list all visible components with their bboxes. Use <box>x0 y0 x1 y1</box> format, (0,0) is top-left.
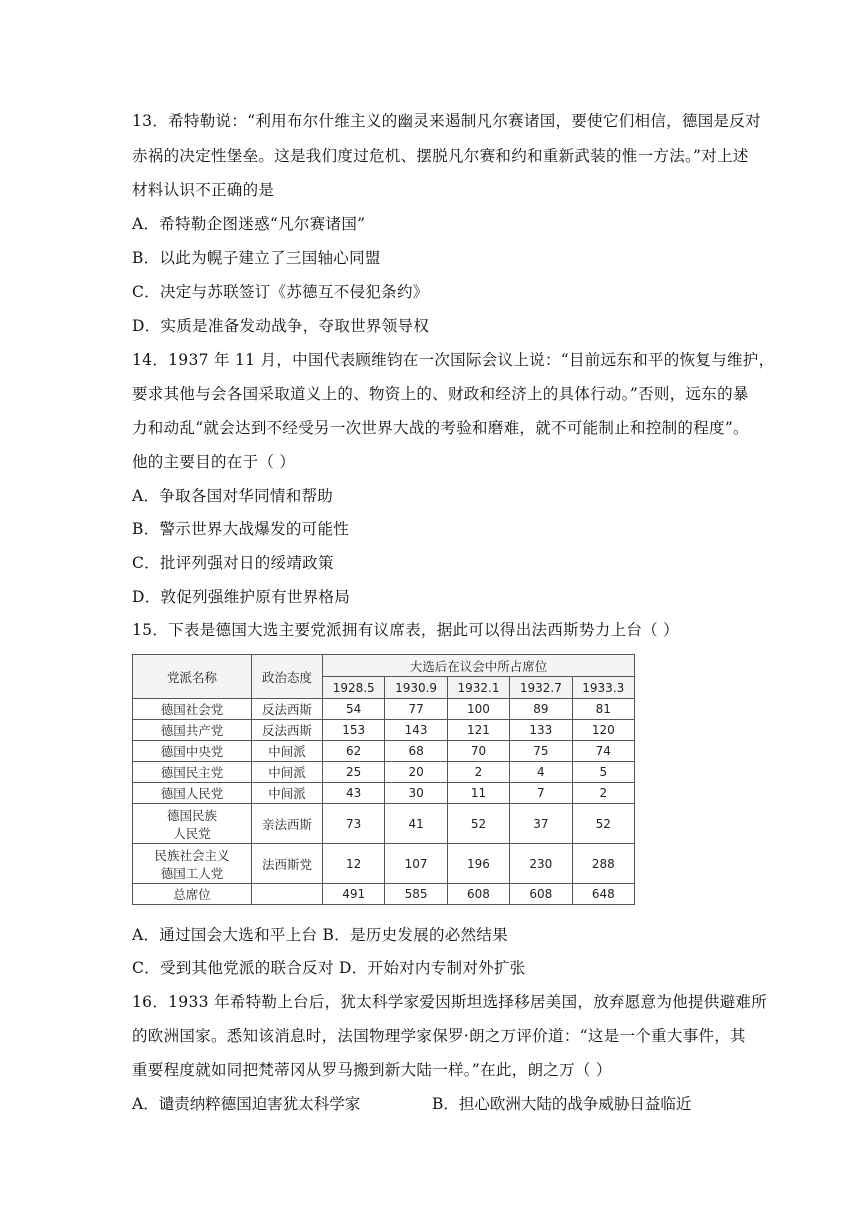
party-name-cell <box>133 741 252 762</box>
seat-cell: 2 <box>447 762 509 783</box>
seat-cell: 648 <box>572 884 634 905</box>
q14-option-b: B．警示世界大战爆发的可能性 <box>132 520 350 538</box>
table-row <box>133 804 635 844</box>
attitude-cell: 中间派 <box>252 762 323 783</box>
header-seats: 大选后在议会中所占席位 <box>323 655 635 677</box>
attitude-cell: 法西斯党 <box>252 844 323 884</box>
seat-cell: 20 <box>385 762 447 783</box>
party-name-cell <box>133 699 252 720</box>
q14-option-c: C．批评列强对日的绥靖政策 <box>132 554 334 572</box>
seat-cell: 11 <box>447 783 509 804</box>
q14-stem-line-1: 14．1937 年 11 月，中国代表顾维钧在一次国际会议上说：“目前远东和平的恢复与维护， <box>132 351 775 369</box>
party-name-cell <box>133 762 252 783</box>
seat-cell: 54 <box>323 699 385 720</box>
party-name-line: 德国人民党 <box>160 786 224 801</box>
seats-table <box>132 654 635 905</box>
q15-options-line-2: C．受到其他党派的联合反对 D．开始对内专制对外扩张 <box>132 959 526 977</box>
seat-cell: 107 <box>385 844 447 884</box>
party-name-cell <box>133 844 252 884</box>
q13-stem-line-1: 13．希特勒说：“利用布尔什维主义的幽灵来遏制凡尔赛诸国，要使它们相信，德国是反对 <box>132 112 761 130</box>
q16-option-a: A．谴责纳粹德国迫害犹太科学家 <box>132 1095 361 1113</box>
seat-cell: 5 <box>572 762 634 783</box>
attitude-cell: 反法西斯 <box>252 699 323 720</box>
party-name-cell <box>133 783 252 804</box>
seat-cell: 77 <box>385 699 447 720</box>
seat-cell: 230 <box>510 844 572 884</box>
q13-option-b: B．以此为幌子建立了三国轴心同盟 <box>132 249 381 267</box>
attitude-cell: 中间派 <box>252 783 323 804</box>
q14-option-a: A．争取各国对华同情和帮助 <box>132 487 334 505</box>
seat-cell: 288 <box>572 844 634 884</box>
seat-cell: 70 <box>447 741 509 762</box>
seat-cell: 12 <box>323 844 385 884</box>
table-row <box>133 783 635 804</box>
q14-stem-line-2: 要求其他与会各国采取道义上的、物资上的、财政和经济上的具体行动。”否则，远东的暴 <box>132 385 749 403</box>
seat-cell: 37 <box>510 804 572 844</box>
q13-option-c: C．决定与苏联签订《苏德互不侵犯条约》 <box>132 283 429 301</box>
q16-stem-line-1: 16．1933 年希特勒上台后，犹太科学家爱因斯坦选择移居美国，放弃愿意为他提供避难所 <box>132 993 767 1011</box>
seat-cell: 7 <box>510 783 572 804</box>
seat-cell: 2 <box>572 783 634 804</box>
party-name-cell <box>133 884 252 905</box>
party-name-line: 德国社会党 <box>160 702 224 717</box>
seat-cell: 41 <box>385 804 447 844</box>
party-name-line: 德国共产党 <box>160 723 224 738</box>
seat-cell: 52 <box>572 804 634 844</box>
seat-cell: 43 <box>323 783 385 804</box>
q16-option-b: B．担心欧洲大陆的战争威胁日益临近 <box>432 1095 692 1113</box>
seat-cell: 133 <box>510 720 572 741</box>
seat-cell: 153 <box>323 720 385 741</box>
q16-stem-line-2: 的欧洲国家。悉知该消息时，法国物理学家保罗·朗之万评价道：“这是一个重大事件，其 <box>132 1027 746 1045</box>
header-year: 1933.3 <box>572 677 634 699</box>
seat-cell: 608 <box>447 884 509 905</box>
q14-stem-line-3: 力和动乱“就会达到不经受另一次世界大战的考验和磨难，就不可能制止和控制的程度”。 <box>132 419 749 437</box>
seat-cell: 74 <box>572 741 634 762</box>
seat-cell: 52 <box>447 804 509 844</box>
seat-cell: 491 <box>323 884 385 905</box>
table-row <box>133 762 635 783</box>
q16-stem-line-3: 重要程度就如同把梵蒂冈从罗马搬到新大陆一样。”在此，朗之万（ ） <box>132 1061 612 1079</box>
party-name-cell <box>133 804 252 844</box>
attitude-cell <box>252 884 323 905</box>
q13-stem-line-2: 赤祸的决定性堡垒。这是我们度过危机、摆脱凡尔赛和约和重新武装的惟一方法。”对上述 <box>132 147 749 165</box>
party-name-line: 德国民族 <box>166 807 217 823</box>
q14-option-d: D．敦促列强维护原有世界格局 <box>132 588 351 606</box>
q15-options-line-1: A．通过国会大选和平上台 B．是历史发展的必然结果 <box>132 926 509 944</box>
table-row <box>133 844 635 884</box>
seat-cell: 143 <box>385 720 447 741</box>
seat-cell: 4 <box>510 762 572 783</box>
q14-stem-line-4: 他的主要目的在于（ ） <box>132 453 296 471</box>
table-row <box>133 884 635 905</box>
header-year: 1932.7 <box>510 677 572 699</box>
party-name-line: 总席位 <box>173 887 211 902</box>
header-attitude: 政治态度 <box>252 655 323 699</box>
party-name-line: 民族社会主义 <box>154 847 230 863</box>
header-year: 1932.1 <box>447 677 509 699</box>
seat-cell: 25 <box>323 762 385 783</box>
party-name-line: 德国中央党 <box>160 744 224 759</box>
party-name-line: 德国民主党 <box>160 765 224 780</box>
header-year: 1928.5 <box>323 677 385 699</box>
party-name-line: 德国工人党 <box>160 865 224 881</box>
seat-cell: 62 <box>323 741 385 762</box>
table-row <box>133 720 635 741</box>
q13-stem-line-3: 材料认识不正确的是 <box>132 181 275 199</box>
seat-cell: 30 <box>385 783 447 804</box>
seat-cell: 585 <box>385 884 447 905</box>
q13-option-d: D．实质是准备发动战争，夺取世界领导权 <box>132 317 430 335</box>
seat-cell: 73 <box>323 804 385 844</box>
seat-cell: 120 <box>572 720 634 741</box>
attitude-cell: 亲法西斯 <box>252 804 323 844</box>
party-name-cell <box>133 720 252 741</box>
seat-cell: 196 <box>447 844 509 884</box>
q13-option-a: A．希特勒企图迷惑“凡尔赛诸国” <box>132 215 366 233</box>
seat-cell: 75 <box>510 741 572 762</box>
party-name-line: 人民党 <box>173 825 211 841</box>
attitude-cell: 中间派 <box>252 741 323 762</box>
table-row <box>133 741 635 762</box>
seats-table-wrapper <box>132 654 635 904</box>
seat-cell: 81 <box>572 699 634 720</box>
seat-cell: 608 <box>510 884 572 905</box>
q15-stem: 15．下表是德国大选主要党派拥有议席表，据此可以得出法西斯势力上台（ ） <box>132 621 679 639</box>
header-party: 党派名称 <box>133 655 252 699</box>
table-row <box>133 699 635 720</box>
seat-cell: 121 <box>447 720 509 741</box>
attitude-cell: 反法西斯 <box>252 720 323 741</box>
seat-cell: 89 <box>510 699 572 720</box>
header-year: 1930.9 <box>385 677 447 699</box>
seat-cell: 68 <box>385 741 447 762</box>
seat-cell: 100 <box>447 699 509 720</box>
